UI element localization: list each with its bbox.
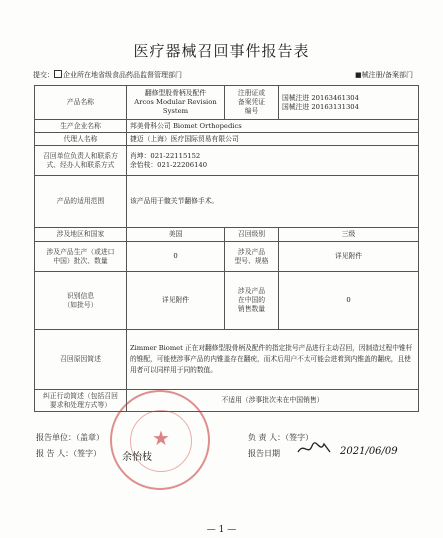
manager-label: 负 责 人：（签字） [248, 433, 314, 442]
seal-star-icon: ★ [152, 426, 170, 450]
sales-value: 0 [279, 272, 419, 330]
manufacturer-value: 邦美骨科公司 Biomet Orthopedics [127, 120, 419, 133]
page-number: — 1 — [206, 525, 237, 535]
batch-label: 涉及产品生产（或进口 中国）批次、数量 [35, 242, 127, 272]
region-value: 美国 [127, 228, 225, 242]
identification-label: 识别信息 （如批号） [35, 272, 127, 330]
registration-label: 注册证或 备案凭证 编号 [225, 86, 279, 120]
batch-value: 0 [127, 242, 225, 272]
contact-value: 肖坤：021-22115152 余怡枝：021-22206140 [127, 146, 419, 176]
identification-value: 详见附件 [127, 272, 225, 330]
manufacturer-label: 生产企业名称 [35, 120, 127, 133]
recall-report-table [34, 85, 419, 412]
product-name-label: 产品名称 [35, 86, 127, 120]
registry-dept-label: ■械注册/备案部门 [355, 71, 413, 79]
reporter-signature: 余怡枝 [122, 452, 152, 463]
agent-value: 捷迈（上海）医疗国际贸易有限公司 [127, 133, 419, 146]
submit-option: 企业所在地省级食品药品监督管理部门 [63, 71, 182, 79]
reporter-label: 报 告 人：（签字） [36, 449, 102, 458]
report-date-value: 2021/06/09 [340, 446, 398, 457]
action-label: 纠正行动简述（包括召回 要求和处理方式等） [35, 390, 127, 412]
agent-label: 代理人名称 [35, 133, 127, 146]
level-label: 召回级别 [225, 228, 279, 242]
document-title: 医疗器械召回事件报告表 [133, 42, 310, 60]
product-name-value: 翻修型股骨柄及配件 Arcos Modular Revision System [127, 86, 225, 120]
sales-label: 涉及产品 在中国的 销售数量 [225, 272, 279, 330]
report-unit-label: 报告单位：（盖章） [36, 433, 104, 442]
region-label: 涉及地区和国家 [35, 228, 127, 242]
contact-label: 召回单位负责人和联系方 式、经办人和联系方式 [35, 146, 127, 176]
usage-value: 该产品用于髋关节翻修手术。 [127, 176, 419, 228]
model-value: 详见附件 [279, 242, 419, 272]
usage-label: 产品的适用范围 [35, 176, 127, 228]
level-value: 三级 [279, 228, 419, 242]
registration-value: 国械注进 20163461304 国械注进 20163131304 [279, 86, 419, 120]
submit-label: 提交： [33, 71, 54, 79]
company-seal [110, 390, 210, 490]
model-label: 涉及产品 型号、规格 [225, 242, 279, 272]
submit-line [33, 70, 182, 80]
manager-signature [296, 440, 336, 458]
reason-value: Zimmer Biomet 正在对翻修型股骨柄及配件的指定批号产品进行主动召回，因制造过程中锥杆的锥配，可能使涉事产品的内锥盖存在翻疣，而术后用户不太可能会进着到内锥盖的翻疣，且使用者可以同样用于同的数值。 [127, 330, 419, 390]
action-value: 不适用（涉事批次未在中国销售） [127, 390, 419, 412]
report-date-label: 报告日期 [248, 449, 280, 458]
submit-checkbox[interactable] [54, 70, 62, 78]
reason-label: 召回原因简述 [35, 330, 127, 390]
